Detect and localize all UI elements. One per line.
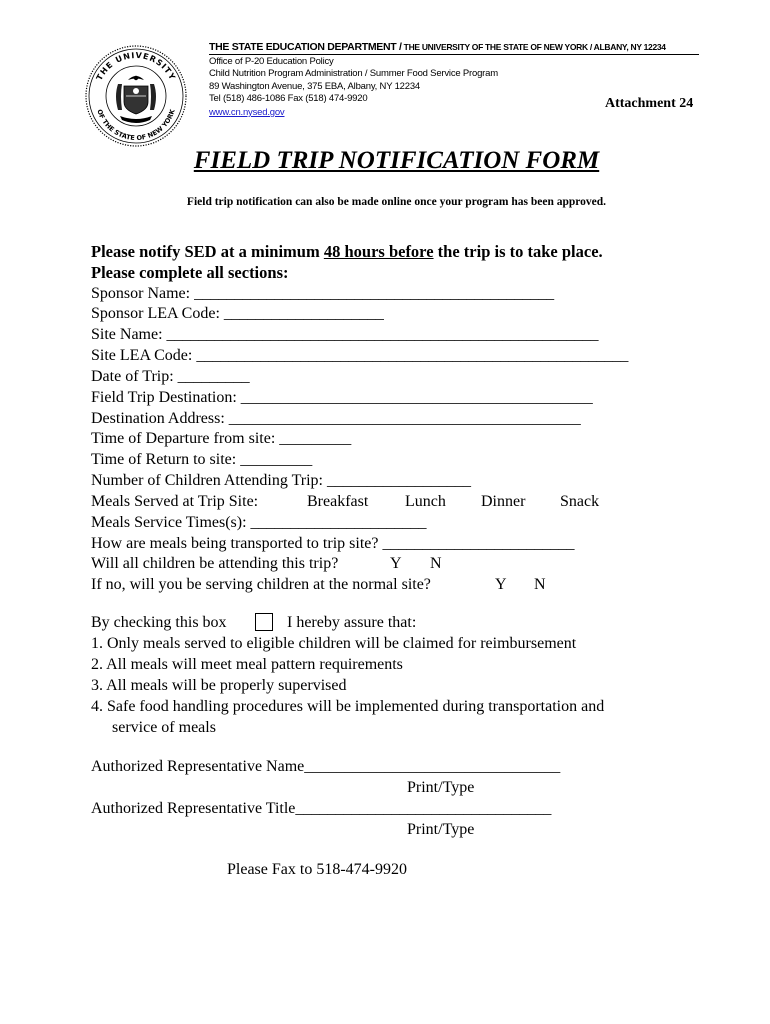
attachment-label: Attachment 24 [605, 96, 694, 111]
meal-option-lunch[interactable]: Lunch [405, 493, 446, 510]
rep-name-field[interactable]: Authorized Representative Name________________________________ [91, 758, 561, 775]
notify-emphasis: 48 hours before [323, 242, 434, 261]
site-name-field[interactable]: Site Name: ______________________________________________________ [91, 326, 599, 343]
children-count-field[interactable]: Number of Children Attending Trip: __________________ [91, 472, 471, 489]
assurance-item-1: 1. Only meals served to eligible children will be claimed for reimbursement [91, 635, 577, 652]
assurance-item-4: 4. Safe food handling procedures will be implemented during transportation and [91, 698, 605, 715]
assurance-item-4-cont: service of meals [112, 719, 216, 736]
assurance-item-2: 2. All meals will meet meal pattern requirements [91, 656, 403, 673]
address-line: 89 Washington Avenue, 375 EBA, Albany, NY 12234 [209, 81, 421, 92]
meal-option-snack[interactable]: Snack [560, 493, 600, 510]
all-children-question: Will all children be attending this trip? [91, 555, 339, 572]
meals-served-label: Meals Served at Trip Site: [91, 493, 259, 510]
site-lea-field[interactable]: Site LEA Code: ______________________________________________________ [91, 347, 629, 364]
website-link[interactable]: www.cn.nysed.gov [209, 107, 285, 118]
notify-post: the trip is to take place. [433, 242, 603, 261]
svg-text:THE UNIVERSITY: THE UNIVERSITY [94, 50, 178, 82]
assurance-suffix: I hereby assure that: [287, 614, 417, 631]
online-note: Field trip notification can also be made online once your program has been approved. [186, 196, 607, 208]
assurance-checkbox[interactable] [255, 613, 273, 631]
header-rule [209, 54, 699, 55]
service-times-field[interactable]: Meals Service Times(s): ______________________ [91, 514, 427, 531]
office-line: Office of P-20 Education Policy [209, 56, 334, 67]
program-line: Child Nutrition Program Administration / Summer Food Service Program [209, 68, 498, 79]
university-name: THE UNIVERSITY OF THE STATE OF NEW YORK / ALBANY, NY 12234 [401, 42, 666, 52]
department-name: THE STATE EDUCATION DEPARTMENT / [209, 41, 402, 53]
phone-line: Tel (518) 486-1086 Fax (518) 474-9920 [209, 93, 368, 104]
destination-field[interactable]: Field Trip Destination: ____________________________________________ [91, 389, 593, 406]
svg-text:OF THE STATE OF NEW YORK: OF THE STATE OF NEW YORK [95, 108, 177, 143]
normal-site-yes[interactable]: Y [495, 576, 507, 593]
destination-address-field[interactable]: Destination Address: ____________________________________________ [91, 410, 581, 427]
form-title: FIELD TRIP NOTIFICATION FORM [193, 147, 600, 174]
trip-date-field[interactable]: Date of Trip: _________ [91, 368, 250, 385]
sponsor-lea-field[interactable]: Sponsor LEA Code: ____________________ [91, 305, 384, 322]
nys-seal-logo [84, 44, 188, 148]
assurance-item-3: 3. All meals will be properly supervised [91, 677, 347, 694]
return-time-field[interactable]: Time of Return to site: _________ [91, 451, 313, 468]
department-heading [209, 41, 666, 53]
rep-name-print-type: Print/Type [407, 779, 475, 796]
normal-site-question: If no, will you be serving children at the normal site? [91, 576, 431, 593]
complete-instruction: Please complete all sections: [91, 263, 289, 282]
rep-title-field[interactable]: Authorized Representative Title________________________________ [91, 800, 552, 817]
notify-instruction [91, 242, 603, 262]
all-children-yes[interactable]: Y [390, 555, 402, 572]
rep-title-print-type: Print/Type [407, 821, 475, 838]
transport-field[interactable]: How are meals being transported to trip site? ________________________ [91, 535, 575, 552]
normal-site-no[interactable]: N [534, 576, 546, 593]
meal-option-breakfast[interactable]: Breakfast [307, 493, 369, 510]
fax-instruction: Please Fax to 518-474-9920 [227, 861, 407, 878]
departure-time-field[interactable]: Time of Departure from site: _________ [91, 430, 352, 447]
notify-pre: Please notify SED at a minimum [91, 242, 324, 261]
sponsor-name-field[interactable]: Sponsor Name: _____________________________________________ [91, 285, 555, 302]
meal-option-dinner[interactable]: Dinner [481, 493, 526, 510]
all-children-no[interactable]: N [430, 555, 442, 572]
assurance-prefix: By checking this box [91, 614, 227, 631]
